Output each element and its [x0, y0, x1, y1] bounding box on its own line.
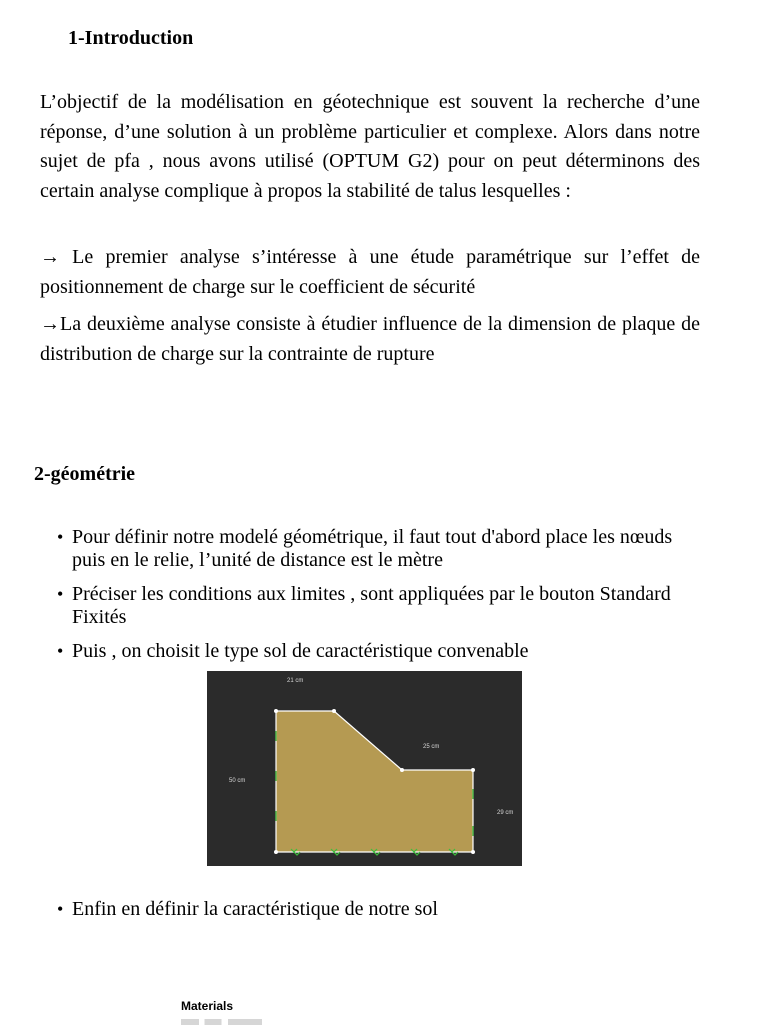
node-point [332, 709, 336, 713]
analysis-two-paragraph: →La deuxième analyse consiste à étudier influence de la dimension de plaque de distribution de charge sur la contrainte de rupture [40, 313, 700, 365]
bullet-icon: • [57, 527, 64, 547]
list-item [57, 640, 707, 663]
list-item [57, 526, 707, 572]
dimension-label-right: 29 cm [497, 810, 514, 816]
node-point [471, 850, 475, 854]
slope-geometry-svg [207, 671, 522, 866]
soil-bullet-list [57, 898, 707, 921]
list-item [57, 583, 707, 629]
dimension-label-top: 21 cm [287, 678, 304, 684]
section-heading-geometrie: 2-géométrie [34, 463, 136, 485]
node-point [400, 768, 404, 772]
dimension-label-slope: 25 cm [423, 744, 440, 750]
list-item-text: Puis , on choisit le type sol de caractéristique convenable [72, 640, 529, 662]
list-item-text: Pour définir notre modelé géométrique, il faut tout d'abord place les nœuds puis en le relie, l’unité de distance est le mètre [72, 526, 673, 571]
bullet-icon: • [57, 584, 64, 604]
intro-paragraph: L’objectif de la modélisation en géotechnique est souvent la recherche d’une réponse, d’une solution à un problème particulier et complexe. Alors dans notre sujet de pfa , nous avons utilisé (OPTUM G2) pour on peut déterminons des certain analyse complique à propos la stabilité de talus lesquelles : [40, 91, 700, 202]
soil-domain-shape [276, 711, 473, 852]
materials-subtext-blur [181, 1019, 271, 1025]
list-item [57, 898, 707, 921]
node-point [471, 768, 475, 772]
section-heading-introduction: 1-Introduction [68, 27, 194, 49]
node-point [274, 850, 278, 854]
analysis-one-paragraph: → Le premier analyse s’intéresse à une étude paramétrique sur l’effet de positionnement de charge sur le coefficient de sécurité [40, 246, 700, 298]
dimension-label-left: 50 cm [229, 778, 246, 784]
slope-geometry-figure [207, 671, 522, 866]
list-item-text: Enfin en définir la caractéristique de notre sol [72, 898, 438, 920]
list-item-text: Préciser les conditions aux limites , sont appliquées par le bouton Standard Fixités [72, 583, 671, 628]
geometry-bullet-list [57, 526, 707, 674]
materials-label: Materials [181, 999, 234, 1013]
bullet-icon: • [57, 641, 64, 661]
bullet-icon: • [57, 899, 64, 919]
node-point [274, 709, 278, 713]
